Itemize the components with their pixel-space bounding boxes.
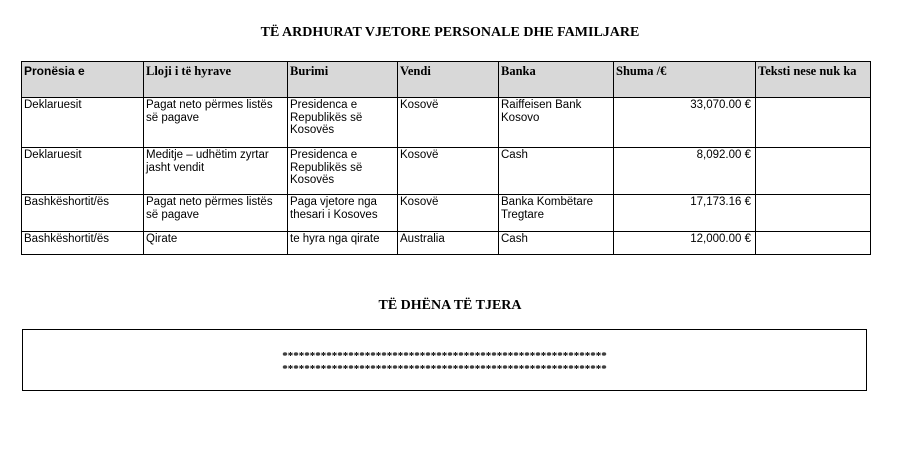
cell-burimi: Paga vjetore nga thesari i Kosoves	[288, 195, 398, 232]
column-header-vendi: Vendi	[398, 62, 499, 98]
column-header-burimi: Burimi	[288, 62, 398, 98]
column-header-shuma: Shuma /€	[614, 62, 756, 98]
cell-pronesia: Bashkëshortit/ës	[22, 232, 144, 255]
column-header-lloji: Lloji i të hyrave	[144, 62, 288, 98]
cell-pronesia: Deklaruesit	[22, 148, 144, 195]
cell-burimi: Presidenca e Republikës së Kosovës	[288, 148, 398, 195]
cell-vendi: Kosovë	[398, 148, 499, 195]
column-header-banka: Banka	[499, 62, 614, 98]
cell-shuma: 8,092.00 €	[614, 148, 756, 195]
other-data-title: TË DHËNA TË TJERA	[378, 298, 522, 313]
cell-shuma: 33,070.00 €	[614, 98, 756, 148]
table-row	[22, 98, 871, 148]
cell-vendi: Kosovë	[398, 195, 499, 232]
table-row	[22, 195, 871, 232]
cell-pronesia: Bashkëshortit/ës	[22, 195, 144, 232]
cell-lloji: Meditje – udhëtim zyrtar jasht vendit	[144, 148, 288, 195]
page-title: TË ARDHURAT VJETORE PERSONALE DHE FAMILJARE	[260, 25, 640, 40]
cell-teksti	[756, 148, 871, 195]
cell-banka: Raiffeisen Bank Kosovo	[499, 98, 614, 148]
income-table	[21, 61, 871, 255]
table-header-row	[22, 62, 871, 98]
cell-teksti	[756, 98, 871, 148]
cell-shuma: 12,000.00 €	[614, 232, 756, 255]
cell-vendi: Australia	[398, 232, 499, 255]
cell-teksti	[756, 195, 871, 232]
other-data-box	[22, 329, 867, 391]
column-header-pronesia: Pronësia e	[22, 62, 144, 98]
column-header-teksti: Teksti nese nuk ka	[756, 62, 871, 98]
cell-vendi: Kosovë	[398, 98, 499, 148]
cell-burimi: te hyra nga qirate	[288, 232, 398, 255]
cell-lloji: Pagat neto përmes listës së pagave	[144, 195, 288, 232]
table-row	[22, 232, 871, 255]
cell-lloji: Qirate	[144, 232, 288, 255]
cell-pronesia: Deklaruesit	[22, 98, 144, 148]
cell-banka: Cash	[499, 148, 614, 195]
cell-burimi: Presidenca e Republikës së Kosovës	[288, 98, 398, 148]
cell-teksti	[756, 232, 871, 255]
other-data-line: ***********************************************************	[282, 350, 607, 362]
other-data-line: ***********************************************************	[282, 363, 607, 375]
cell-banka: Banka Kombëtare Tregtare	[499, 195, 614, 232]
cell-shuma: 17,173.16 €	[614, 195, 756, 232]
cell-banka: Cash	[499, 232, 614, 255]
cell-lloji: Pagat neto përmes listës së pagave	[144, 98, 288, 148]
table-row	[22, 148, 871, 195]
